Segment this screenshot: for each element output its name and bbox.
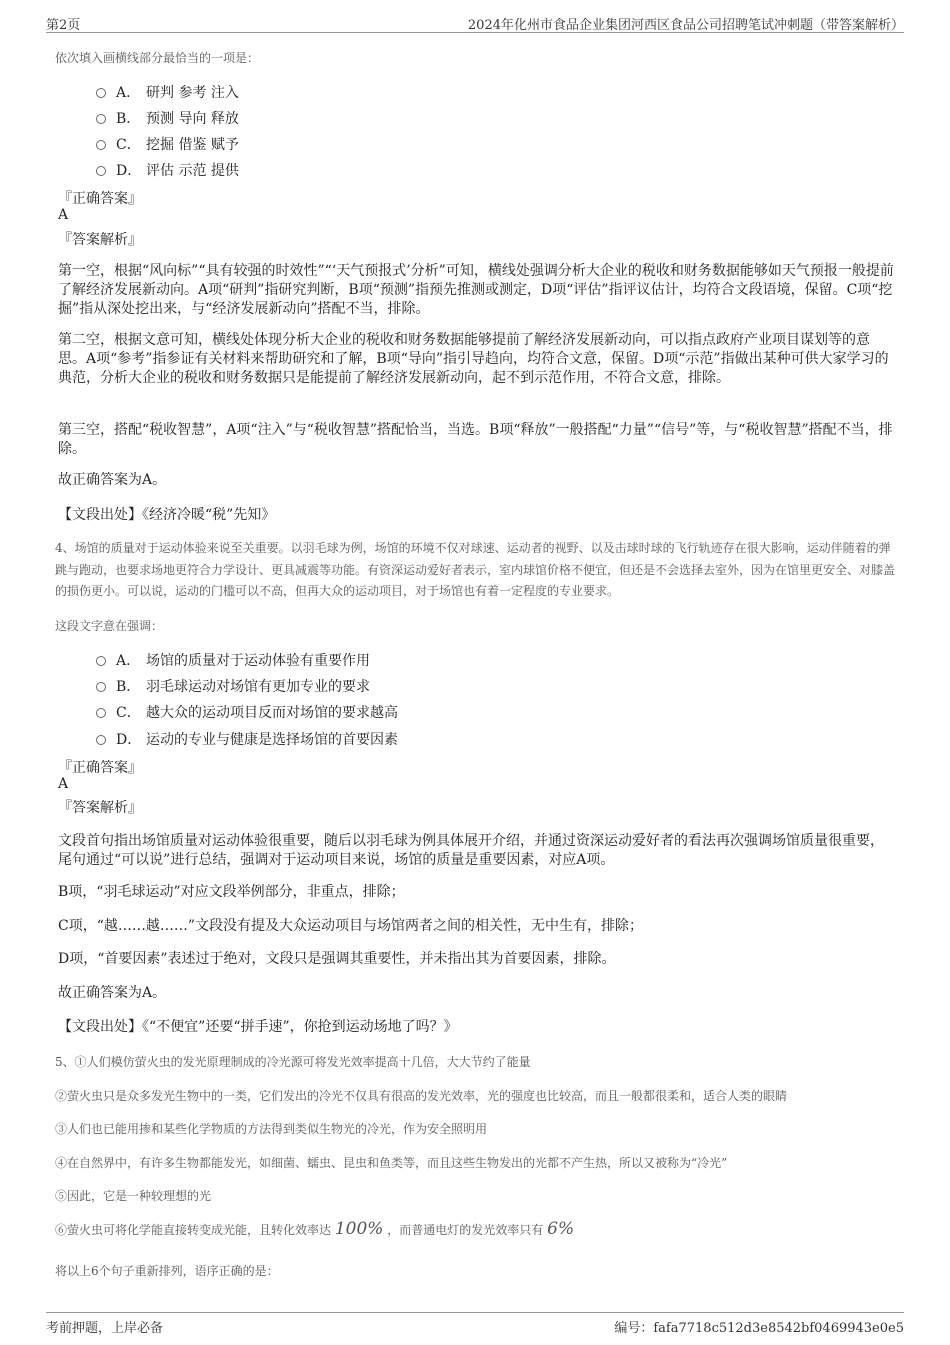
q3-option-b[interactable]: B． 预测 导向 释放 — [96, 108, 950, 128]
efficiency-value-firefly: 100% — [334, 1219, 384, 1239]
q3-conclusion: 故正确答案为A。 — [58, 472, 167, 488]
q4-option-c[interactable]: C． 越大众的运动项目反而对场馆的要求越高 — [96, 702, 950, 722]
page-number: 第2页 — [46, 18, 81, 33]
radio-icon[interactable] — [96, 88, 106, 98]
efficiency-value-lamp: 6% — [547, 1219, 575, 1239]
footer-slogan: 考前押题，上岸必备 — [46, 1321, 164, 1336]
q3-analysis-para-1: 第一空，根据“风向标”“具有较强的时效性”“‘天气预报式’分析”可知，横线处强调分析大企业的税收和财务数据能够如天气预报一般提前了解经济发展新动向。A项“研判”指研究判断，B项“预测”指预先推测或测定，D项“评估”指评议估计，均符合文段语境，保留。C项“挖掘”指从深处挖出来，与“经济发展新动向”搭配不当，排除。 — [58, 263, 894, 317]
radio-icon[interactable] — [96, 682, 106, 692]
q5-sentence-5: ⑤因此，它是一种较理想的光 — [55, 1189, 212, 1203]
q4-analysis-para-1: 文段首句指出场馆质量对运动体验很重要，随后以羽毛球为例具体展开介绍，并通过资深运动爱好者的看法再次强调场馆质量很重要，尾句通过“可以说”进行总结，强调对于运动项目来说，场馆的质量是重要因素，对应A项。 — [58, 833, 884, 868]
q3-option-d[interactable]: D． 评估 示范 提供 — [96, 160, 950, 180]
q4-option-d[interactable]: D． 运动的专业与健康是选择场馆的首要因素 — [96, 729, 950, 749]
q3-answer: A — [58, 207, 69, 223]
q4-conclusion: 故正确答案为A。 — [58, 985, 167, 1001]
page-footer — [46, 1312, 904, 1335]
q4-answer-label: 『正确答案』 — [58, 760, 142, 776]
q3-option-c[interactable]: C． 挖掘 借鉴 赋予 — [96, 134, 950, 154]
q5-sentence-6: ⑥萤火虫可将化学能直接转变成光能，且转化效率达 100% ，而普通电灯的发光效率只有 6% — [55, 1219, 575, 1239]
q4-analysis-para-3: C项，“越……越……”文段没有提及大众运动项目与场馆两者之间的相关性，无中生有，排除； — [58, 918, 644, 934]
q4-analysis-label: 『答案解析』 — [58, 800, 142, 816]
q4-analysis-para-4: D项，“首要因素”表述过于绝对，文段只是强调其重要性，并未指出其为首要因素，排除。 — [58, 951, 616, 967]
page-header — [46, 10, 904, 33]
q4-analysis-para-2: B项，“羽毛球运动”对应文段举例部分，非重点，排除； — [58, 884, 405, 900]
q3-analysis-label: 『答案解析』 — [58, 232, 142, 248]
q3-prompt: 依次填入画横线部分最恰当的一项是： — [55, 51, 260, 65]
radio-icon[interactable] — [96, 708, 106, 718]
q5-sentence-1: 5、①人们模仿萤火虫的发光原理制成的冷光源可将发光效率提高十几倍，大大节约了能量 — [55, 1055, 531, 1069]
radio-icon[interactable] — [96, 656, 106, 666]
radio-icon[interactable] — [96, 114, 106, 124]
q3-answer-label: 『正确答案』 — [58, 191, 142, 207]
q3-analysis-para-2: 第二空，根据文意可知，横线处体现分析大企业的税收和财务数据能够提前了解经济发展新动向，可以指点政府产业项目谋划等的意思。A项“参考”指参证有关材料来帮助研究和了解，B项“导向”指引导趋向，均符合文意，保留。D项“示范”指做出某种可供大家学习的典范，分析大企业的税收和财务数据只是能提前了解经济发展新动向，起不到示范作用，不符合文意，排除。 — [58, 332, 889, 386]
q4-source: 【文段出处】《“不便宜”还要“拼手速”，你抢到运动场地了吗？》 — [58, 1019, 458, 1035]
q5-prompt: 将以上6个句子重新排列，语序正确的是： — [55, 1264, 279, 1278]
q5-sentence-2: ②萤火虫只是众多发光生物中的一类，它们发出的冷光不仅具有很高的发光效率，光的强度也比较高，而且一般都很柔和，适合人类的眼睛 — [55, 1089, 788, 1103]
q4-stem: 4、场馆的质量对于运动体验来说至关重要。以羽毛球为例，场馆的环境不仅对球速、运动者的视野、以及击球时球的飞行轨迹存在很大影响，运动伴随着的弹跳与跑动，也要求场地更符合力学设计、更具减震等功能。有资深运动爱好者表示，室内球馆价格不便宜，但还是不会选择去室外，因为在馆里更安全、对膝盖的损伤更小。可以说，运动的门槛可以不高，但再大众的运动项目，对于场馆也有着一定程度的专业要求。 — [55, 541, 896, 598]
q4-option-b[interactable]: B． 羽毛球运动对场馆有更加专业的要求 — [96, 676, 950, 696]
q5-sentence-3: ③人们也已能用掺和某些化学物质的方法得到类似生物光的冷光，作为安全照明用 — [55, 1122, 488, 1136]
q3-source: 【文段出处】《经济冷暖“税”先知》 — [58, 507, 276, 523]
radio-icon[interactable] — [96, 166, 106, 176]
document-code: 编号：fafa7718c512d3e8542bf0469943e0e5 — [614, 1321, 904, 1336]
q5-sentence-4: ④在自然界中，有许多生物都能发光，如细菌、蠕虫、昆虫和鱼类等，而且这些生物发出的光都不产生热，所以又被称为“冷光” — [55, 1156, 728, 1170]
q4-option-a[interactable]: A． 场馆的质量对于运动体验有重要作用 — [96, 650, 950, 670]
q4-answer: A — [58, 776, 69, 792]
radio-icon[interactable] — [96, 140, 106, 150]
document-title: 2024年化州市食品企业集团河西区食品公司招聘笔试冲刺题（带答案解析） — [467, 18, 904, 33]
q4-prompt: 这段文字意在强调： — [55, 619, 164, 633]
q3-analysis-para-3: 第三空，搭配“税收智慧”，A项“注入”与“税收智慧”搭配恰当，当选。B项“释放”一般搭配“力量”“信号”等，与“税收智慧”搭配不当，排除。 — [58, 422, 893, 457]
radio-icon[interactable] — [96, 735, 106, 745]
q3-option-a[interactable]: A． 研判 参考 注入 — [96, 82, 950, 102]
